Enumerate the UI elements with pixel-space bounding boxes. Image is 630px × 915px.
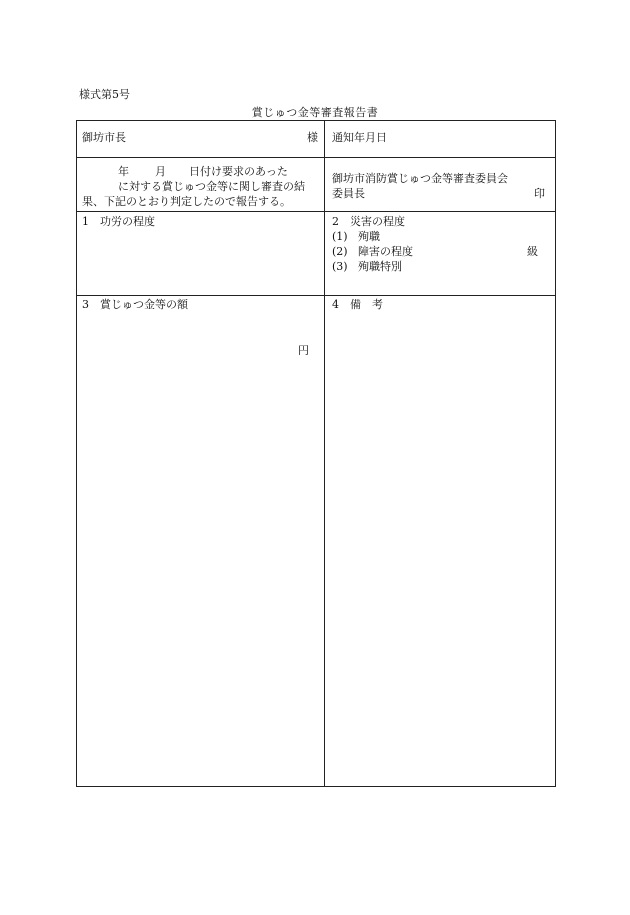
seal-label: 印 [534, 187, 545, 200]
section-2-heading: 2 災害の程度 [332, 215, 405, 228]
table-column-divider [324, 120, 325, 787]
form-number: 様式第5号 [79, 88, 130, 101]
statement-line-3: 果、下記のとおり判定したので報告する。 [82, 195, 291, 208]
year-label: 年 [118, 165, 129, 178]
table-row-divider [76, 211, 556, 212]
disaster-item-num: (3) [332, 260, 348, 273]
request-text: 日付け要求のあった [189, 165, 288, 178]
addressee: 御坊市長 [82, 131, 126, 144]
month-label: 月 [155, 165, 166, 178]
yen-unit: 円 [298, 344, 309, 357]
notice-date-label: 通知年月日 [332, 131, 387, 144]
table-row-divider [76, 157, 556, 158]
committee-name: 御坊市消防賞じゅつ金等審査委員会 [332, 172, 508, 185]
section-1-heading: 1 功労の程度 [82, 215, 155, 228]
document-title: 賞じゅつ金等審査報告書 [251, 106, 379, 119]
disaster-item-label: 障害の程度 [358, 245, 413, 258]
disaster-item-num: (2) [332, 245, 348, 258]
section-3-heading: 3 賞じゅつ金等の額 [82, 298, 188, 311]
honorific: 様 [307, 131, 318, 144]
table-row-divider [76, 295, 556, 296]
section-4-heading: 4 備 考 [332, 298, 383, 311]
disaster-item-label: 殉職 [358, 230, 380, 243]
disaster-item-num: (1) [332, 230, 348, 243]
chair-label: 委員長 [332, 187, 365, 200]
disability-grade-suffix: 級 [527, 245, 538, 258]
disaster-item-label: 殉職特別 [358, 260, 402, 273]
statement-line-2: に対する賞じゅつ金等に関し審査の結 [118, 180, 305, 193]
